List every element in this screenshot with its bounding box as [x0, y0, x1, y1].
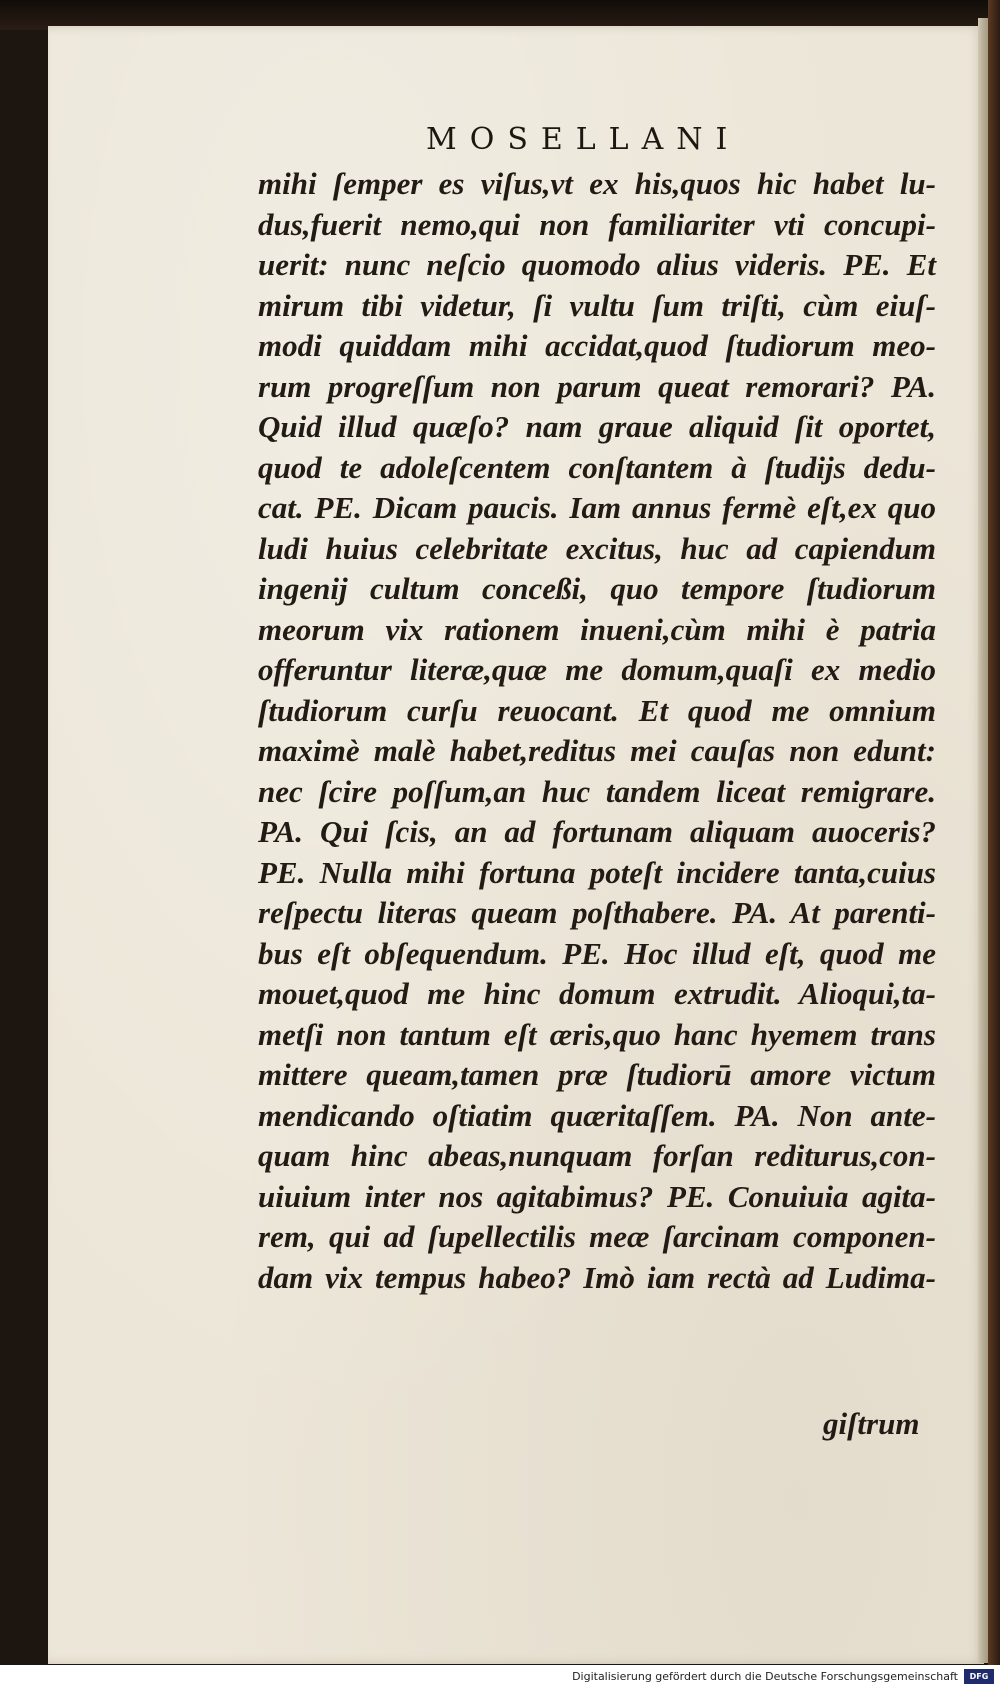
text-line: Quid illud quæſo? nam graue aliquid ſit oportet,: [258, 409, 936, 444]
text-line: modi quiddam mihi accidat,quod ſtudiorum meo-: [258, 328, 936, 363]
text-line: dam vix tempus habeo? Imò iam rectà ad Ludima-: [258, 1260, 936, 1295]
dfg-logo: DFG: [964, 1669, 994, 1684]
text-line: reſpectu literas queam poſthabere. PA. At parenti-: [258, 895, 936, 930]
book-cover-right: [988, 0, 1000, 1665]
text-line: metſi non tantum eſt æris,quo hanc hyemem trans: [258, 1017, 936, 1052]
text-line: uerit: nunc neſcio quomodo alius videris. PE. Et: [258, 247, 936, 282]
text-line: ingenij cultum conceßi, quo tempore ſtudiorum: [258, 571, 936, 606]
text-line: meorum vix rationem inueni,cùm mihi è patria: [258, 612, 936, 647]
catchword: giſtrum: [823, 1406, 920, 1441]
text-line: offeruntur literæ,quæ me domum,quaſi ex medio: [258, 652, 936, 687]
text-line: dus,fuerit nemo,qui non familiariter vti concupi-: [258, 207, 936, 242]
digitization-credit: Digitalisierung gefördert durch die Deutsche Forschungsgemeinschaft: [572, 1670, 958, 1683]
text-line: maximè malè habet,reditus mei cauſas non edunt:: [258, 733, 936, 768]
text-line: ſtudiorum curſu reuocant. Et quod me omnium: [258, 693, 936, 728]
text-line: mihi ſemper es viſus,vt ex his,quos hic habet lu-: [258, 166, 936, 201]
text-line: PA. Qui ſcis, an ad fortunam aliquam auoceris?: [258, 814, 936, 849]
text-line: mendicando oſtiatim quæritaſſem. PA. Non ante-: [258, 1098, 936, 1133]
text-line: rum progreſſum non parum queat remorari? PA.: [258, 369, 936, 404]
text-line: ludi huius celebritate excitus, huc ad capiendum: [258, 531, 936, 566]
text-line: quam hinc abeas,nunquam forſan rediturus,con-: [258, 1138, 936, 1173]
text-line: quod te adoleſcentem conſtantem à ſtudijs dedu-: [258, 450, 936, 485]
text-line: mouet,quod me hinc domum extrudit. Alioqui,ta-: [258, 976, 936, 1011]
text-line: bus eſt obſequendum. PE. Hoc illud eſt, quod me: [258, 936, 936, 971]
running-head: MOSELLANI: [426, 122, 741, 157]
text-line: cat. PE. Dicam paucis. Iam annus fermè eſt,ex quo: [258, 490, 936, 525]
text-line: nec ſcire poſſum,an huc tandem liceat remigrare.: [258, 774, 936, 809]
text-line: uiuium inter nos agitabimus? PE. Conuiuia agita-: [258, 1179, 936, 1214]
text-line: rem, qui ad ſupellectilis meæ ſarcinam componen-: [258, 1219, 936, 1254]
text-line: mirum tibi videtur, ſi vultu ſum triſti, cùm eiuſ-: [258, 288, 936, 323]
text-line: PE. Nulla mihi fortuna poteſt incidere tanta,cuius: [258, 855, 936, 890]
text-line: mittere queam,tamen præ ſtudiorū amore victum: [258, 1057, 936, 1092]
